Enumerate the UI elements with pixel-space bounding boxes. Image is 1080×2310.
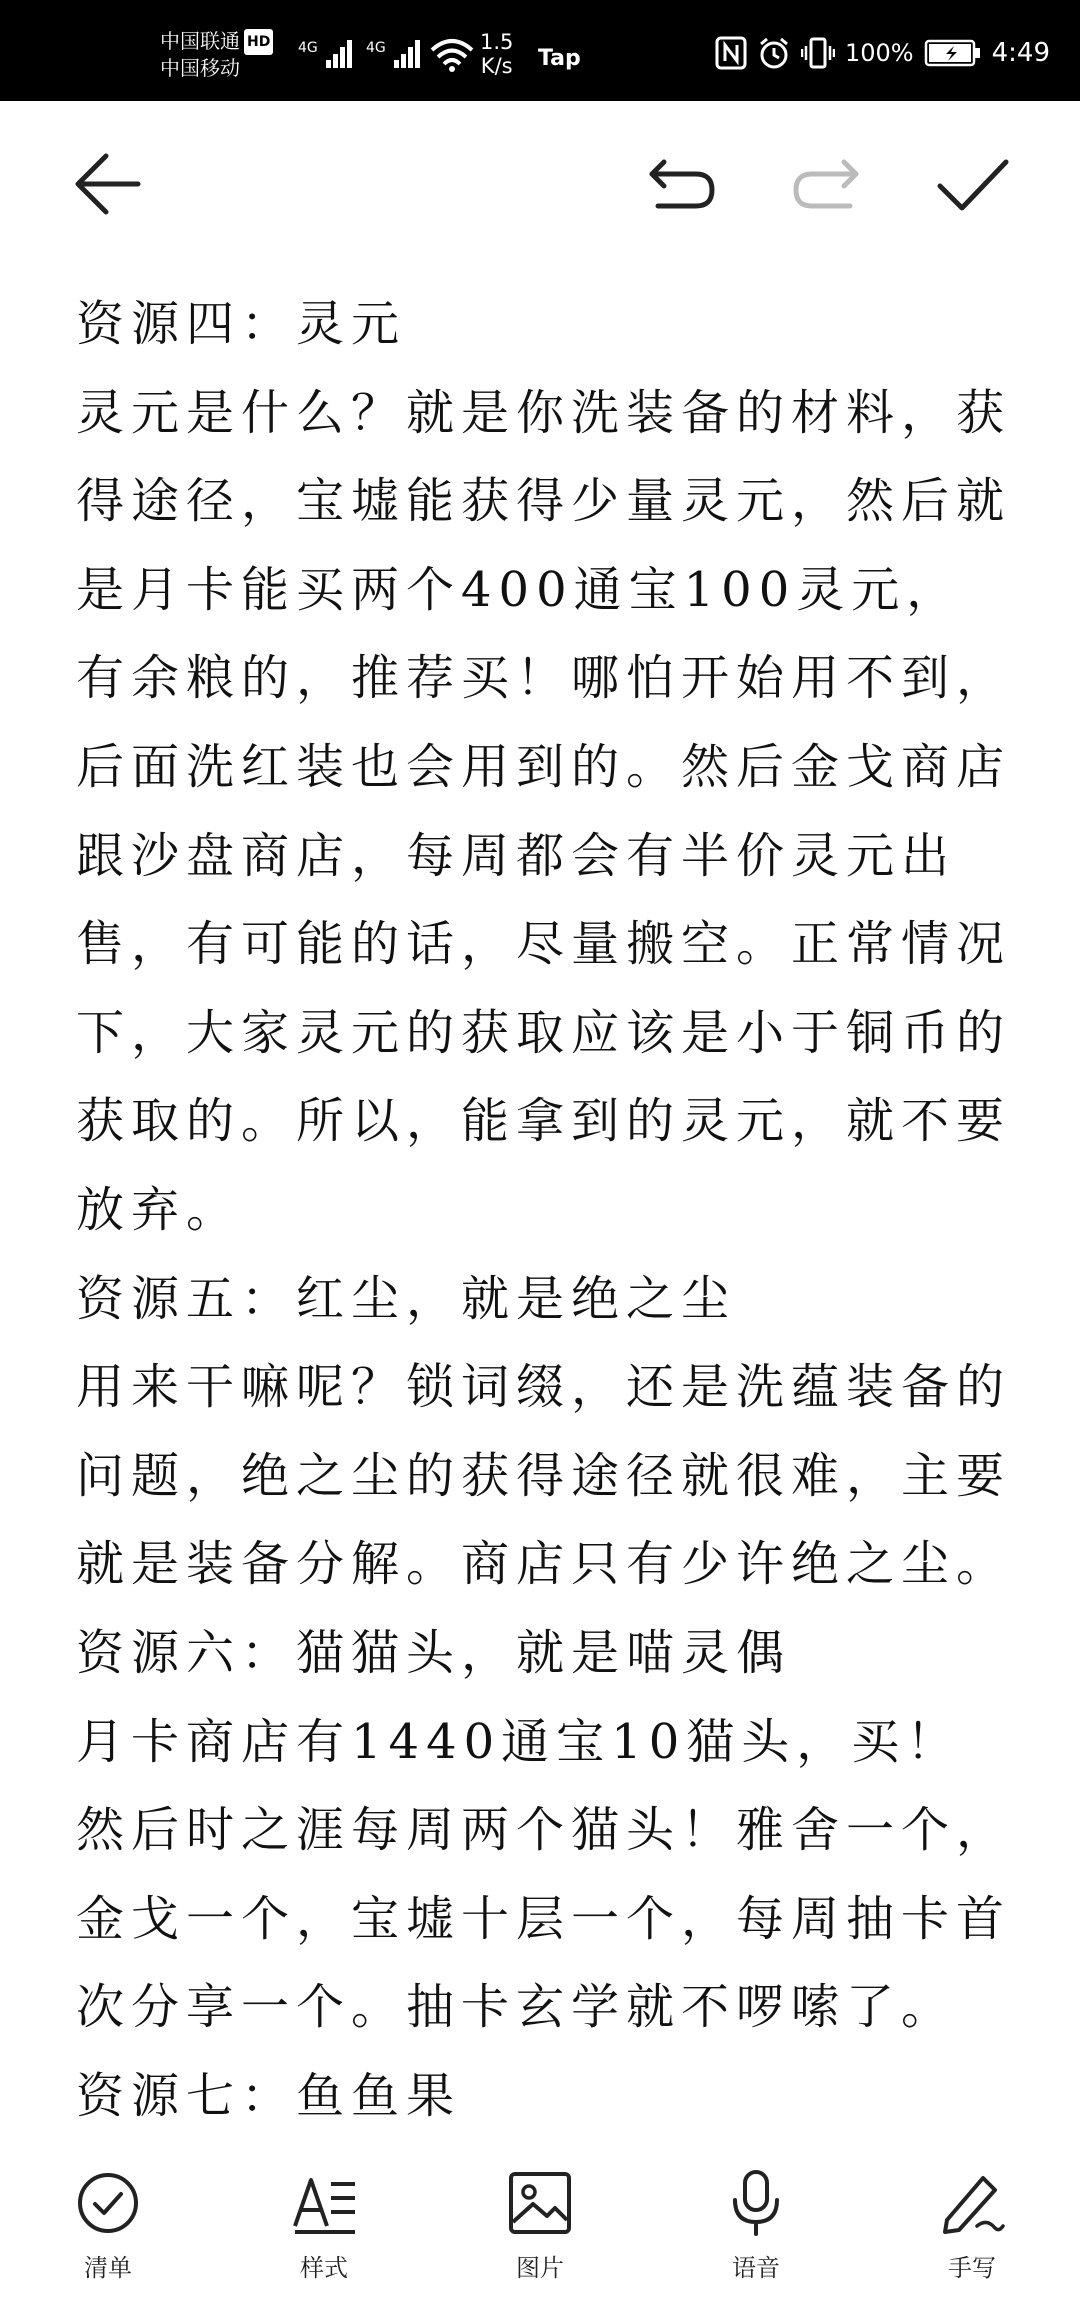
checklist-icon [75, 2170, 141, 2236]
note-paragraph: 资源五：红尘，就是绝之尘 [76, 1270, 737, 1327]
voice-label: 语音 [732, 2254, 780, 2282]
tap-indicator: Tap [538, 46, 581, 71]
checklist-button[interactable] [48, 2170, 168, 2283]
status-bar [0, 0, 1080, 101]
text-style-icon [291, 2170, 357, 2236]
vibrate-icon [801, 36, 835, 70]
back-arrow-icon[interactable] [68, 144, 148, 224]
note-paragraph: 资源六：猫猫头，就是喵灵偶 [76, 1624, 792, 1681]
carrier-2: 中国移动 [160, 56, 240, 80]
network-speed: 1.5 K/s [480, 30, 514, 78]
image-icon [507, 2170, 573, 2236]
note-paragraph: 月卡商店有1440通宝10猫头，买！然后时之涯每周两个猫头！雅舍一个，金戈一个，宝墟十层一个，每周抽卡首次分享一个。抽卡玄学就不啰嗦了。 [76, 1713, 1012, 2036]
signal-strength-icon [366, 34, 426, 74]
checklist-label: 清单 [84, 2254, 132, 2282]
image-button[interactable] [480, 2170, 600, 2283]
svg-text:4G: 4G [366, 40, 386, 56]
note-paragraph: 资源四：灵元 [76, 296, 407, 352]
image-label: 图片 [516, 2254, 564, 2282]
note-editor[interactable] [76, 280, 1016, 2150]
bottom-toolbar [0, 2150, 1080, 2310]
svg-text:4G: 4G [298, 40, 318, 56]
clock: 4:49 [991, 38, 1050, 68]
microphone-icon [723, 2170, 789, 2236]
handwrite-label: 手写 [948, 2254, 996, 2282]
wifi-icon [430, 38, 474, 72]
system-status [715, 36, 1050, 70]
handwrite-button[interactable] [912, 2170, 1032, 2283]
note-paragraph: 灵元是什么？就是你洗装备的材料，获得途径，宝墟能获得少量灵元，然后就是月卡能买两个400通宝100灵元，有余粮的，推荐买！哪怕开始用不到，后面洗红装也会用到的。然后金戈商店跟沙盘商店，每周都会有半价灵元出售，有可能的话，尽量搬空。正常情况下，大家灵元的获取应该是小于铜币的获取的。所以，能拿到的灵元，就不要放弃。 [76, 384, 1012, 1238]
hd-badge: HD [244, 29, 273, 55]
done-check-icon[interactable] [932, 144, 1012, 224]
battery-icon [924, 38, 982, 68]
style-label: 样式 [300, 2254, 348, 2282]
carrier-1: 中国联通 [160, 29, 240, 53]
nfc-icon [715, 36, 747, 70]
note-paragraph: 资源七：鱼鱼果 [76, 2067, 462, 2124]
signal-strength-icon [298, 34, 358, 74]
battery-percent: 100% [844, 39, 914, 67]
undo-icon[interactable] [640, 144, 720, 224]
redo-icon[interactable] [788, 144, 868, 224]
style-button[interactable] [264, 2170, 384, 2283]
pen-icon [939, 2170, 1005, 2236]
alarm-icon [757, 36, 791, 70]
note-paragraph: 用来干嘛呢？锁词缀，还是洗蕴装备的问题，绝之尘的获得途径就很难，主要就是装备分解。商店只有少许绝之尘。 [76, 1359, 1012, 1593]
carrier-info [160, 28, 273, 81]
voice-button[interactable] [696, 2170, 816, 2283]
